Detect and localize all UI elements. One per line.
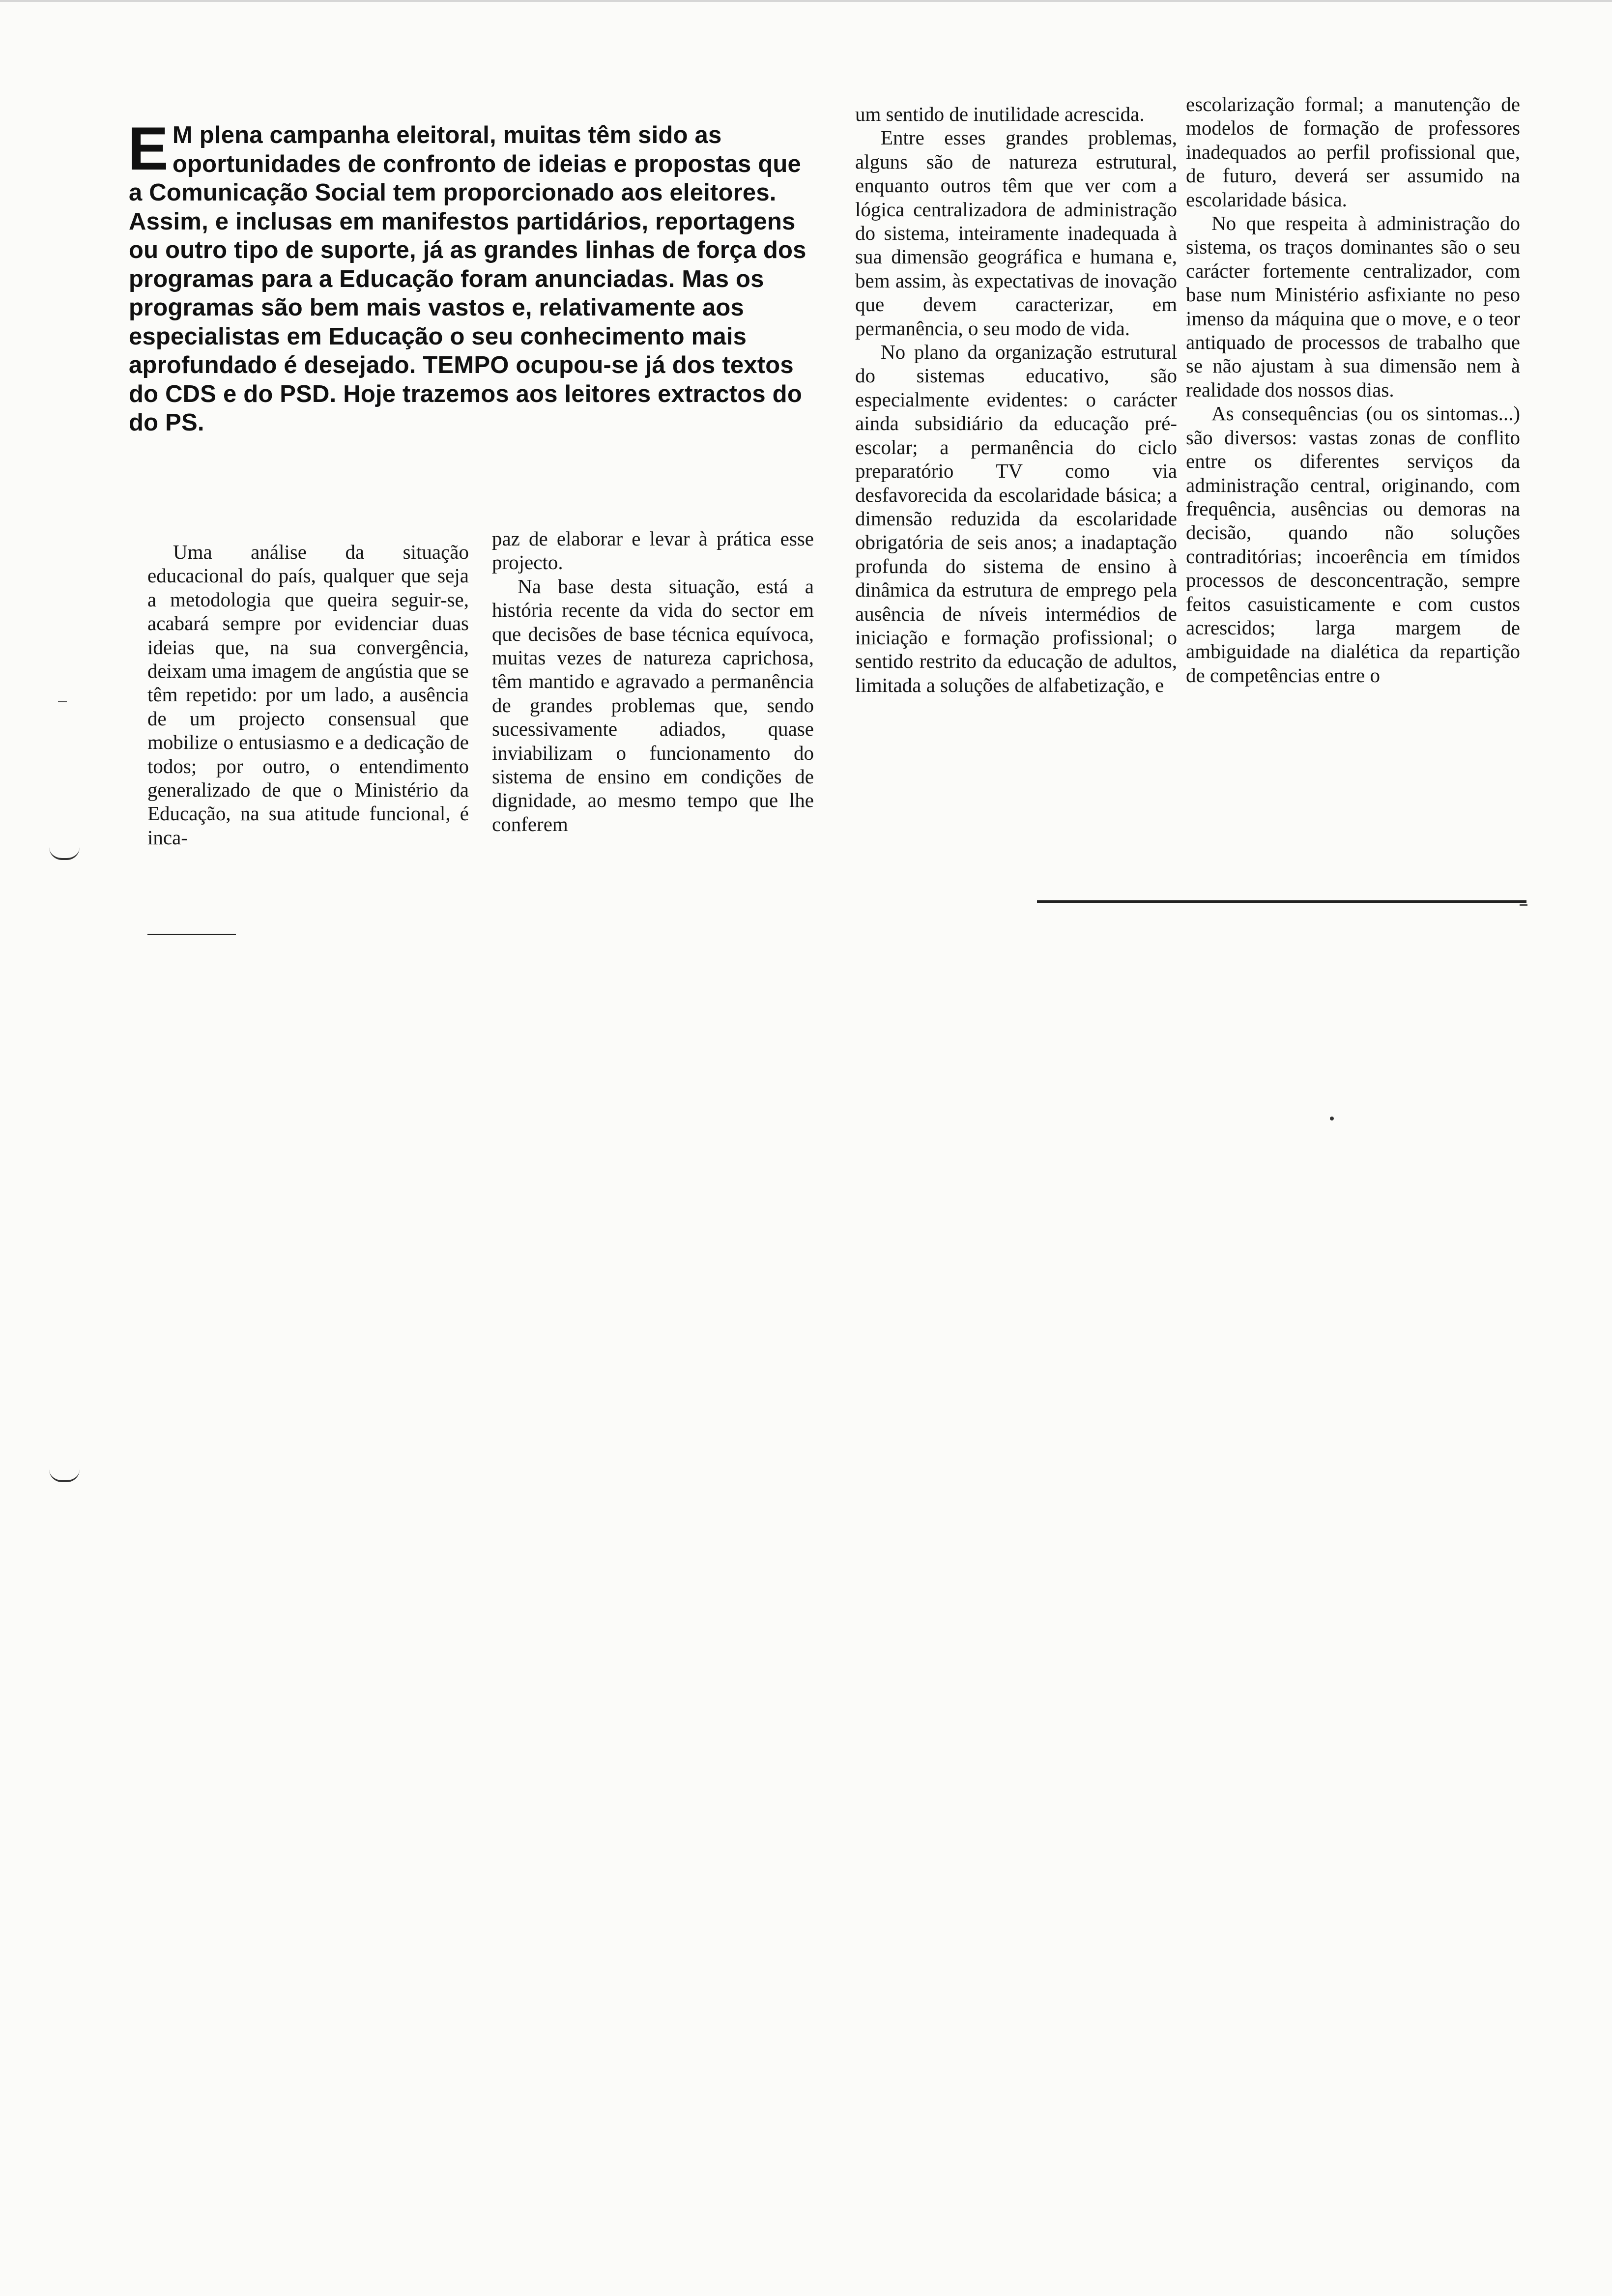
scan-mark: [58, 701, 67, 702]
column-4-paragraph-1: escolarização formal; a manutenção de modelos de formação de professores inadequados ao perfil profissional que, de futuro, deverá ser assumido na escolaridade básica.: [1186, 93, 1520, 211]
column-1-end-rule: [147, 934, 236, 935]
scan-speck: [1330, 1117, 1334, 1120]
lead-text-block: [128, 115, 807, 437]
scan-mark-right: [1520, 904, 1527, 906]
lead-text: M plena campanha eleitoral, muitas têm sido as oportunidades de confronto de ideias e propostas que a Comunicação Social tem proporcionado aos eleitores. Assim, e inclusas em manifestos partidários, reportagens ou outro tipo de suporte, já as grandes linhas de força dos programas para a Educação foram anunciadas. Mas os programas são bem mais vastos e, relativamente aos especialistas em Educação o seu conhecimento mais aprofundado é desejado. TEMPO ocupou-se já dos textos do CDS e do PSD. Hoje trazemos aos leitores extractos do do PS.: [129, 122, 806, 436]
article-column-2: [492, 527, 814, 836]
punch-hole-mark-upper: [49, 847, 80, 860]
column-3-paragraph-2: Entre esses grandes problemas, alguns são de natureza estrutural, enquanto outros têm que ver com a lógica centralizadora de administração do sistema, inteiramente inadequada à sua dimensão geográfica e humana e, bem assim, às expectativas de inovação que devem caracterizar, em permanência, o seu modo de vida.: [855, 126, 1177, 340]
punch-hole-mark-lower: [49, 1469, 80, 1482]
article-column-3: [855, 102, 1177, 697]
column-3-paragraph-3: No plano da organização estrutural do sistemas educativo, são especialmente evidentes: o carácter ainda subsidiário da educação pré-escolar; a permanência do ciclo preparatório TV como via desfavorecida da escolaridade básica; a dimensão reduzida da escolaridade obrigatória de seis anos; a inadaptação profunda do sistema de ensino à dinâmica da estrutura de emprego pela ausência de níveis intermédios de iniciação e formação profissional; o sentido restrito da educação de adultos, limitada a soluções de alfabetização, e: [855, 341, 1177, 696]
article-column-1: [147, 540, 469, 849]
column-4-paragraph-3: As consequências (ou os sintomas...) são diversos: vastas zonas de conflito entre os diferentes serviços da administração central, originando, com frequência, ausências ou demoras na decisão, quando não soluções contraditórias; incoerência em tímidos processos de desconcentração, sempre feitos casuisticamente e com custos acrescidos; larga margem de ambiguidade na dialética da repartição de competências entre o: [1186, 402, 1520, 687]
article-column-4: [1186, 92, 1520, 687]
column-2-paragraph-2: Na base desta situação, está a história recente da vida do sector em que decisões de base técnica equívoca, muitas vezes de natureza caprichosa, têm mantido e agravado a permanência de grandes problemas que, sendo sucessivamente adiados, quase inviabilizam o funcionamento do sistema de ensino em condições de dignidade, ao mesmo tempo que lhe conferem: [492, 574, 814, 835]
column-4-paragraph-2: No que respeita à administração do sistema, os traços dominantes são o seu carácter fortemente centralizador, com base num Ministério asfixiante no peso imenso da máquina que o move, e o teor antiquado de processos de trabalho que se não ajustam à sua dimensão nem à realidade dos nossos dias.: [1186, 212, 1520, 401]
column-1-paragraph-1: Uma análise da situação educacional do país, qualquer que seja a metodologia que queira seguir-se, acabará sempre por evidenciar duas ideias que, na sua convergência, deixam uma imagem de angústia que se têm repetido: por um lado, a ausência de um projecto consensual que mobilize o entusiasmo e a dedicação de todos; por outro, o entendimento generalizado de que o Ministério da Educação, na sua atitude funcional, é inca-: [147, 541, 469, 849]
column-end-rule: [1037, 900, 1526, 903]
column-3-paragraph-1: um sentido de inutilidade acrescida.: [855, 103, 1145, 125]
drop-cap: E: [128, 115, 169, 183]
page-top-edge: [0, 0, 1612, 2]
column-2-paragraph-1: paz de elaborar e levar à prática esse projecto.: [492, 527, 814, 574]
lead-paragraph: [128, 115, 807, 437]
